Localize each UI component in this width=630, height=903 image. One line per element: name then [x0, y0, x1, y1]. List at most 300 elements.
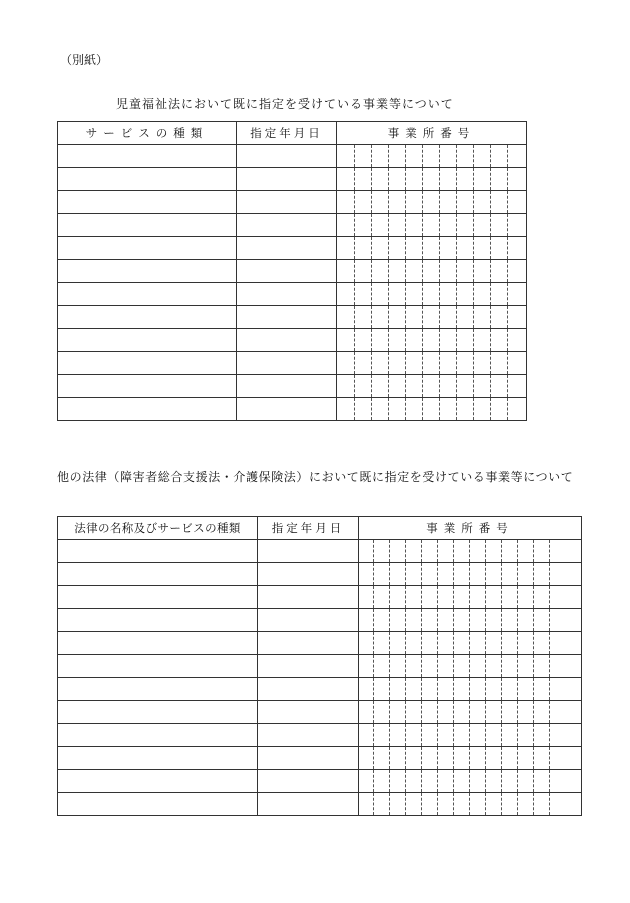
office-number-digit-slot — [470, 540, 486, 562]
office-number-digit-slot — [491, 329, 508, 351]
office-number-digit-slot — [423, 398, 440, 420]
office-number-cell[interactable] — [359, 586, 582, 609]
office-number-digit-slot — [406, 586, 422, 608]
office-number-digit-slot — [470, 678, 486, 700]
office-number-digit-slot — [457, 214, 474, 236]
office-number-digit-slot — [474, 237, 491, 259]
office-number-cell[interactable] — [337, 214, 527, 237]
office-number-cell[interactable] — [359, 678, 582, 701]
office-number-digit-slot — [502, 678, 518, 700]
law-service-header: 法律の名称及びサービスの種類 — [58, 517, 258, 540]
office-number-digit-slot — [440, 375, 457, 397]
office-number-digit-slot — [374, 678, 390, 700]
office-number-digit-slot — [390, 632, 406, 654]
office-number-digit-slot — [438, 563, 454, 585]
office-number-digit-slot — [534, 724, 550, 746]
designation-date-cell[interactable] — [237, 168, 337, 191]
table-row — [58, 237, 527, 260]
law-service-cell[interactable] — [58, 678, 258, 701]
office-number-digit-slot — [457, 191, 474, 213]
office-number-digit-slot — [454, 793, 470, 815]
service-type-header: サービスの種類 — [58, 122, 237, 145]
office-number-digit-slot — [374, 540, 390, 562]
office-number-digit-slot — [422, 770, 438, 792]
law-service-cell[interactable] — [58, 770, 258, 793]
designation-date-cell[interactable] — [258, 563, 359, 586]
office-number-digit-slot — [389, 352, 406, 374]
office-number-digit-slot — [423, 375, 440, 397]
office-number-digit-slot — [372, 214, 389, 236]
office-number-digit-slot — [372, 329, 389, 351]
office-number-digit-grid — [354, 283, 525, 305]
office-number-digit-slot — [390, 747, 406, 769]
office-number-digit-slot — [457, 329, 474, 351]
office-number-digit-slot — [508, 306, 525, 328]
office-number-digit-slot — [534, 655, 550, 677]
law-service-cell[interactable] — [58, 586, 258, 609]
law-service-cell[interactable] — [58, 701, 258, 724]
office-number-digit-slot — [355, 260, 372, 282]
office-number-digit-slot — [486, 793, 502, 815]
office-number-digit-slot — [550, 632, 566, 654]
office-number-digit-slot — [406, 145, 423, 167]
office-number-digit-slot — [438, 678, 454, 700]
table-row — [58, 145, 527, 168]
designation-date-cell[interactable] — [258, 609, 359, 632]
office-number-digit-slot — [374, 563, 390, 585]
office-number-digit-slot — [423, 283, 440, 305]
designation-date-cell[interactable] — [258, 701, 359, 724]
office-number-digit-grid — [354, 191, 525, 213]
office-number-digit-slot — [491, 168, 508, 190]
office-number-digit-slot — [422, 586, 438, 608]
office-number-digit-slot — [502, 563, 518, 585]
office-number-digit-slot — [440, 283, 457, 305]
law-service-cell[interactable] — [58, 655, 258, 678]
office-number-cell[interactable] — [337, 306, 527, 329]
office-number-digit-slot — [550, 655, 566, 677]
office-number-digit-slot — [474, 145, 491, 167]
office-number-digit-slot — [502, 770, 518, 792]
office-number-digit-grid — [354, 329, 525, 351]
designation-date-cell[interactable] — [237, 398, 337, 421]
office-number-digit-slot — [440, 191, 457, 213]
office-number-digit-slot — [486, 747, 502, 769]
office-number-digit-slot — [454, 655, 470, 677]
office-number-digit-slot — [355, 329, 372, 351]
office-number-digit-slot — [355, 214, 372, 236]
designation-date-cell[interactable] — [237, 306, 337, 329]
office-number-cell[interactable] — [359, 793, 582, 816]
designation-date-cell[interactable] — [237, 237, 337, 260]
service-type-cell[interactable] — [58, 283, 237, 306]
office-number-digit-slot — [486, 586, 502, 608]
office-number-digit-slot — [423, 260, 440, 282]
office-number-digit-slot — [406, 632, 422, 654]
office-number-digit-slot — [423, 237, 440, 259]
office-number-digit-slot — [454, 747, 470, 769]
office-number-digit-grid — [354, 306, 525, 328]
designation-date-cell[interactable] — [258, 540, 359, 563]
office-number-digit-slot — [508, 329, 525, 351]
office-number-digit-slot — [390, 701, 406, 723]
office-number-digit-slot — [550, 586, 566, 608]
office-number-digit-slot — [518, 655, 534, 677]
office-number-digit-slot — [406, 283, 423, 305]
office-number-digit-slot — [406, 540, 422, 562]
office-number-digit-slot — [534, 747, 550, 769]
office-number-digit-slot — [470, 793, 486, 815]
office-number-cell[interactable] — [359, 632, 582, 655]
office-number-digit-slot — [372, 352, 389, 374]
office-number-digit-slot — [406, 770, 422, 792]
office-number-digit-slot — [534, 701, 550, 723]
office-number-digit-slot — [518, 770, 534, 792]
office-number-digit-slot — [374, 747, 390, 769]
office-number-digit-slot — [355, 168, 372, 190]
office-number-digit-slot — [470, 770, 486, 792]
designation-date-cell[interactable] — [237, 191, 337, 214]
office-number-digit-slot — [422, 701, 438, 723]
office-number-digit-slot — [355, 352, 372, 374]
table-row — [58, 540, 582, 563]
office-number-digit-slot — [502, 793, 518, 815]
office-number-cell[interactable] — [359, 701, 582, 724]
office-number-digit-slot — [390, 563, 406, 585]
office-number-digit-grid — [373, 701, 566, 723]
office-number-digit-slot — [422, 678, 438, 700]
office-number-digit-slot — [491, 352, 508, 374]
office-number-digit-slot — [372, 283, 389, 305]
office-number-digit-slot — [518, 632, 534, 654]
law-service-cell[interactable] — [58, 609, 258, 632]
office-number-digit-slot — [389, 375, 406, 397]
office-number-digit-slot — [534, 609, 550, 631]
office-number-header: 事業所番号 — [337, 122, 527, 145]
office-number-digit-slot — [491, 145, 508, 167]
office-number-digit-slot — [491, 214, 508, 236]
designation-date-cell[interactable] — [237, 375, 337, 398]
office-number-digit-slot — [423, 329, 440, 351]
office-number-digit-slot — [474, 398, 491, 420]
office-number-digit-slot — [440, 306, 457, 328]
office-number-digit-slot — [550, 563, 566, 585]
office-number-digit-slot — [518, 563, 534, 585]
section2-title: 他の法律（障害者総合支援法・介護保険法）において既に指定を受けている事業等について — [57, 470, 574, 484]
office-number-digit-slot — [534, 563, 550, 585]
office-number-digit-slot — [389, 214, 406, 236]
office-number-digit-slot — [406, 724, 422, 746]
office-number-digit-slot — [390, 655, 406, 677]
office-number-digit-slot — [372, 260, 389, 282]
office-number-digit-grid — [354, 214, 525, 236]
office-number-digit-slot — [508, 168, 525, 190]
office-number-cell[interactable] — [359, 770, 582, 793]
table-row — [58, 283, 527, 306]
office-number-digit-slot — [406, 375, 423, 397]
office-number-digit-grid — [373, 586, 566, 608]
table-row — [58, 701, 582, 724]
office-number-digit-slot — [457, 237, 474, 259]
office-number-digit-slot — [474, 306, 491, 328]
office-number-digit-slot — [534, 586, 550, 608]
office-number-cell[interactable] — [337, 191, 527, 214]
law-service-cell[interactable] — [58, 747, 258, 770]
office-number-digit-slot — [389, 168, 406, 190]
designation-date-cell[interactable] — [258, 793, 359, 816]
designation-date-cell[interactable] — [258, 724, 359, 747]
office-number-digit-slot — [518, 540, 534, 562]
designation-date-cell[interactable] — [237, 214, 337, 237]
designation-date-cell[interactable] — [237, 329, 337, 352]
office-number-cell[interactable] — [359, 747, 582, 770]
office-number-digit-grid — [354, 168, 525, 190]
office-number-digit-slot — [486, 701, 502, 723]
office-number-digit-slot — [470, 724, 486, 746]
office-number-cell[interactable] — [359, 563, 582, 586]
office-number-digit-slot — [491, 398, 508, 420]
office-number-digit-slot — [457, 375, 474, 397]
office-number-digit-slot — [474, 191, 491, 213]
table-row — [58, 793, 582, 816]
office-number-cell[interactable] — [337, 329, 527, 352]
office-number-digit-slot — [550, 540, 566, 562]
office-number-digit-slot — [422, 632, 438, 654]
office-number-digit-slot — [406, 237, 423, 259]
office-number-digit-slot — [389, 398, 406, 420]
section2-header-row — [58, 517, 582, 540]
service-type-cell[interactable] — [58, 260, 237, 283]
service-type-cell[interactable] — [58, 191, 237, 214]
service-type-cell[interactable] — [58, 237, 237, 260]
office-number-digit-slot — [518, 724, 534, 746]
office-number-cell[interactable] — [359, 609, 582, 632]
law-service-cell[interactable] — [58, 632, 258, 655]
office-number-digit-slot — [372, 375, 389, 397]
office-number-digit-slot — [406, 678, 422, 700]
table-row — [58, 747, 582, 770]
section1-table-body — [58, 145, 527, 421]
service-type-cell[interactable] — [58, 352, 237, 375]
service-type-cell[interactable] — [58, 306, 237, 329]
table-row — [58, 306, 527, 329]
office-number-digit-slot — [454, 540, 470, 562]
office-number-digit-slot — [406, 352, 423, 374]
office-number-digit-slot — [502, 632, 518, 654]
office-number-digit-slot — [474, 168, 491, 190]
office-number-cell[interactable] — [337, 398, 527, 421]
table-row — [58, 191, 527, 214]
office-number-digit-slot — [389, 306, 406, 328]
office-number-digit-slot — [470, 609, 486, 631]
office-number-digit-slot — [374, 770, 390, 792]
office-number-digit-slot — [486, 632, 502, 654]
table-row — [58, 260, 527, 283]
office-number-digit-grid — [354, 398, 525, 420]
office-number-cell[interactable] — [359, 724, 582, 747]
office-number-digit-slot — [508, 352, 525, 374]
office-number-digit-slot — [406, 168, 423, 190]
office-number-cell[interactable] — [359, 655, 582, 678]
office-number-digit-slot — [550, 770, 566, 792]
office-number-digit-slot — [355, 375, 372, 397]
office-number-digit-slot — [423, 352, 440, 374]
office-number-digit-slot — [518, 793, 534, 815]
office-number-digit-slot — [389, 329, 406, 351]
office-number-cell[interactable] — [337, 283, 527, 306]
office-number-digit-slot — [486, 609, 502, 631]
office-number-digit-slot — [491, 260, 508, 282]
office-number-digit-slot — [374, 632, 390, 654]
office-number-digit-slot — [422, 724, 438, 746]
office-number-digit-slot — [372, 398, 389, 420]
office-number-digit-slot — [534, 632, 550, 654]
office-number-digit-slot — [440, 237, 457, 259]
office-number-digit-slot — [550, 609, 566, 631]
office-number-digit-slot — [406, 214, 423, 236]
office-number-digit-slot — [406, 398, 423, 420]
table-row — [58, 586, 582, 609]
office-number-digit-slot — [438, 540, 454, 562]
office-number-digit-slot — [390, 540, 406, 562]
office-number-digit-slot — [422, 609, 438, 631]
designation-date-cell[interactable] — [258, 586, 359, 609]
office-number-digit-slot — [374, 609, 390, 631]
office-number-digit-slot — [474, 329, 491, 351]
office-number-digit-slot — [389, 283, 406, 305]
office-number-cell[interactable] — [337, 168, 527, 191]
office-number-digit-slot — [374, 586, 390, 608]
service-type-cell[interactable] — [58, 168, 237, 191]
office-number-digit-slot — [372, 168, 389, 190]
service-type-cell[interactable] — [58, 375, 237, 398]
office-number-digit-slot — [422, 563, 438, 585]
office-number-digit-slot — [470, 563, 486, 585]
table-row — [58, 168, 527, 191]
office-number-digit-grid — [373, 540, 566, 562]
section1-table — [57, 121, 527, 421]
office-number-digit-grid — [373, 632, 566, 654]
office-number-digit-slot — [491, 375, 508, 397]
designation-date-cell[interactable] — [258, 632, 359, 655]
office-number-digit-grid — [373, 609, 566, 631]
office-number-digit-slot — [491, 191, 508, 213]
designation-date-cell[interactable] — [258, 678, 359, 701]
office-number-digit-slot — [454, 770, 470, 792]
office-number-digit-slot — [491, 283, 508, 305]
office-number-digit-slot — [423, 191, 440, 213]
office-number-digit-grid — [354, 260, 525, 282]
office-number-cell[interactable] — [337, 352, 527, 375]
office-number-digit-slot — [438, 770, 454, 792]
office-number-digit-slot — [374, 701, 390, 723]
table-row — [58, 770, 582, 793]
office-number-digit-slot — [502, 701, 518, 723]
office-number-digit-slot — [438, 724, 454, 746]
office-number-digit-slot — [390, 724, 406, 746]
service-type-cell[interactable] — [58, 214, 237, 237]
office-number-digit-slot — [474, 283, 491, 305]
office-number-digit-slot — [486, 678, 502, 700]
office-number-digit-slot — [440, 145, 457, 167]
office-number-cell[interactable] — [337, 237, 527, 260]
law-service-cell[interactable] — [58, 724, 258, 747]
office-number-digit-slot — [389, 145, 406, 167]
office-number-digit-slot — [508, 191, 525, 213]
office-number-digit-slot — [534, 770, 550, 792]
office-number-digit-slot — [486, 540, 502, 562]
law-service-cell[interactable] — [58, 563, 258, 586]
service-type-cell[interactable] — [58, 398, 237, 421]
office-number-digit-slot — [550, 678, 566, 700]
office-number-cell[interactable] — [337, 375, 527, 398]
office-number-digit-slot — [406, 306, 423, 328]
designation-date-cell[interactable] — [237, 145, 337, 168]
office-number-digit-slot — [389, 191, 406, 213]
table-row — [58, 724, 582, 747]
office-number-digit-slot — [474, 375, 491, 397]
office-number-digit-slot — [440, 168, 457, 190]
office-number-digit-slot — [438, 793, 454, 815]
office-number-digit-slot — [550, 701, 566, 723]
office-number-digit-grid — [373, 747, 566, 769]
office-number-digit-slot — [518, 701, 534, 723]
office-number-digit-slot — [423, 306, 440, 328]
office-number-digit-grid — [354, 375, 525, 397]
table-row — [58, 655, 582, 678]
office-number-digit-slot — [491, 237, 508, 259]
designation-date-cell[interactable] — [237, 352, 337, 375]
office-number-digit-slot — [406, 609, 422, 631]
office-number-digit-slot — [454, 609, 470, 631]
designation-date-cell[interactable] — [237, 260, 337, 283]
office-number-digit-slot — [457, 283, 474, 305]
office-number-digit-slot — [440, 260, 457, 282]
office-number-cell[interactable] — [337, 145, 527, 168]
office-number-digit-slot — [389, 237, 406, 259]
office-number-digit-slot — [508, 283, 525, 305]
designation-date-cell[interactable] — [237, 283, 337, 306]
office-number-digit-slot — [550, 793, 566, 815]
service-type-cell[interactable] — [58, 145, 237, 168]
office-number-digit-slot — [550, 747, 566, 769]
office-number-digit-slot — [422, 655, 438, 677]
office-number-digit-slot — [406, 563, 422, 585]
section2-table — [57, 516, 582, 816]
law-service-cell[interactable] — [58, 793, 258, 816]
designation-date-cell[interactable] — [258, 770, 359, 793]
office-number-cell[interactable] — [359, 540, 582, 563]
office-number-digit-slot — [406, 260, 423, 282]
designation-date-cell[interactable] — [258, 655, 359, 678]
office-number-digit-slot — [470, 586, 486, 608]
office-number-cell[interactable] — [337, 260, 527, 283]
office-number-digit-slot — [390, 609, 406, 631]
service-type-cell[interactable] — [58, 329, 237, 352]
office-number-digit-slot — [454, 563, 470, 585]
designation-date-cell[interactable] — [258, 747, 359, 770]
office-number-digit-slot — [440, 214, 457, 236]
office-number-digit-slot — [486, 655, 502, 677]
office-number-digit-slot — [390, 586, 406, 608]
office-number-digit-grid — [373, 563, 566, 585]
law-service-cell[interactable] — [58, 540, 258, 563]
office-number-digit-slot — [470, 747, 486, 769]
office-number-digit-slot — [374, 793, 390, 815]
office-number-digit-slot — [502, 655, 518, 677]
office-number-digit-slot — [491, 306, 508, 328]
office-number-digit-slot — [474, 214, 491, 236]
